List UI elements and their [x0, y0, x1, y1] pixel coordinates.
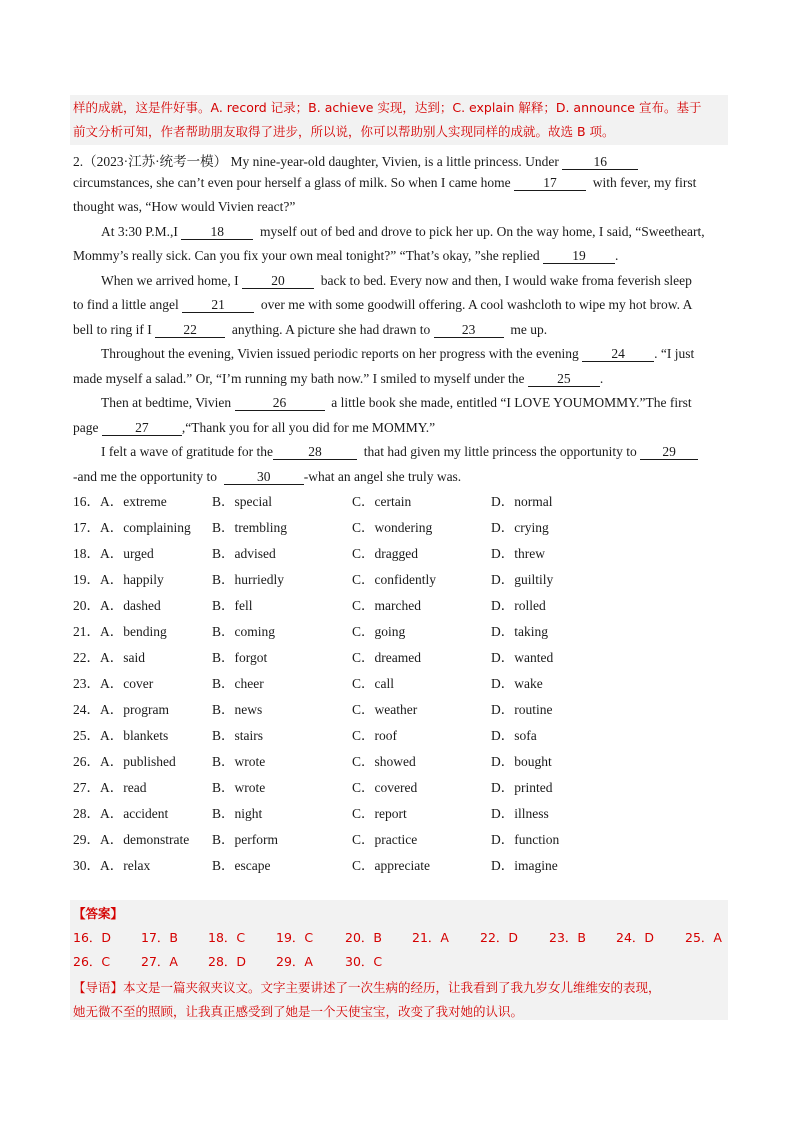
- option-choice: C．marched: [352, 598, 421, 613]
- prev-explanation-line-1: 样的成就，这是件好事。A. record 记录；B. achieve 实现，达到；C. explain 解释；D. announce 宣布。基于: [73, 100, 702, 115]
- answer-row-2: [73, 952, 733, 972]
- option-choice: C．certain: [352, 494, 412, 509]
- passage-line: bell to ring if I 22 anything. A picture she had drawn to 23 me up.: [73, 322, 548, 337]
- passage-line: to find a little angel 21 over me with some goodwill offering. A cool washcloth to wipe my hot brow. A: [73, 297, 693, 312]
- passage-line: page 27 ,“Thank you for all you did for me MOMMY.”: [73, 420, 436, 435]
- passage-line: When we arrived home, I 20 back to bed. Every now and then, I would wake froma feverish sleep: [101, 273, 692, 288]
- blank-27: 27: [102, 420, 182, 436]
- option-choice: 20．A．dashed: [73, 598, 161, 613]
- blank-29: 29: [640, 444, 698, 460]
- answer-box: [70, 900, 728, 1020]
- blank-21: 21: [182, 297, 254, 313]
- passage-line: 2.（2023·江苏·统考一模） My nine-year-old daughter, Vivien, is a little princess. Under 16: [73, 150, 638, 170]
- option-choice: B．forgot: [212, 650, 268, 665]
- option-choice: C．dreamed: [352, 650, 421, 665]
- option-choice: 17．A．complaining: [73, 520, 191, 535]
- option-choice: B．wrote: [212, 754, 266, 769]
- option-choice: B．escape: [212, 858, 271, 873]
- option-choice: 30．A．relax: [73, 858, 151, 873]
- answer-item: 21．A: [412, 930, 449, 945]
- option-choice: 29．A．demonstrate: [73, 832, 190, 847]
- blank-16: 16: [562, 154, 638, 170]
- blank-25: 25: [528, 371, 600, 387]
- passage-line: At 3:30 P.M.,I 18 myself out of bed and drove to pick her up. On the way home, I said, “Sweetheart,: [101, 224, 705, 239]
- blank-20: 20: [242, 273, 314, 289]
- option-choice: C．practice: [352, 832, 418, 847]
- option-choice: D．function: [491, 832, 560, 847]
- option-choice: C．call: [352, 676, 394, 691]
- option-choice: D．illness: [491, 806, 549, 821]
- answer-heading: 【答案】: [73, 906, 124, 921]
- option-choice: 24．A．program: [73, 702, 169, 717]
- option-choice: C．confidently: [352, 572, 436, 587]
- option-choice: B．cheer: [212, 676, 264, 691]
- answer-item: 29．A: [276, 954, 313, 969]
- answer-item: 26．C: [73, 954, 111, 969]
- answer-item: 16．D: [73, 930, 112, 945]
- option-choice: D．threw: [491, 546, 545, 561]
- answer-item: 23．B: [549, 930, 586, 945]
- option-choice: C．covered: [352, 780, 418, 795]
- option-choice: C．report: [352, 806, 407, 821]
- blank-28: 28: [273, 444, 357, 460]
- option-choice: D．rolled: [491, 598, 546, 613]
- option-choice: B．trembling: [212, 520, 287, 535]
- option-choice: B．night: [212, 806, 263, 821]
- option-choice: B．stairs: [212, 728, 264, 743]
- option-choice: 25．A．blankets: [73, 728, 169, 743]
- answer-item: 28．D: [208, 954, 247, 969]
- option-choice: C．weather: [352, 702, 418, 717]
- passage-line: Then at bedtime, Vivien 26 a little book she made, entitled “I LOVE YOUMOMMY.”The first: [101, 395, 692, 410]
- option-choice: D．routine: [491, 702, 553, 717]
- guide-text-line-2: 她无微不至的照顾，让我真正感受到了她是一个天使宝宝，改变了我对她的认识。: [73, 1004, 524, 1019]
- option-choice: B．news: [212, 702, 263, 717]
- passage-line: -and me the opportunity to 30 -what an angel she truly was.: [73, 469, 462, 484]
- blank-30: 30: [224, 469, 304, 485]
- option-choice: B．fell: [212, 598, 253, 613]
- answer-row-1: [73, 928, 733, 948]
- prev-explanation-box: [70, 95, 728, 145]
- option-choice: D．taking: [491, 624, 548, 639]
- option-choice: B．coming: [212, 624, 275, 639]
- option-choice: C．going: [352, 624, 406, 639]
- option-choice: D．guiltily: [491, 572, 554, 587]
- blank-17: 17: [514, 175, 586, 191]
- answer-item: 25．A: [685, 930, 722, 945]
- option-choice: B．special: [212, 494, 272, 509]
- passage-line: Mommy’s really sick. Can you fix your own meal tonight?” “That’s okay, ”she replied 19 .: [73, 248, 619, 263]
- passage-line: made myself a salad.” Or, “I’m running my bath now.” I smiled to myself under the 25 .: [73, 371, 604, 386]
- option-choice: C．roof: [352, 728, 397, 743]
- guide-text-line-1: 【导语】本文是一篇夹叙夹议文。文字主要讲述了一次生病的经历，让我看到了我九岁女儿维维安的表现，: [73, 980, 661, 995]
- option-choice: 21．A．bending: [73, 624, 167, 639]
- answer-item: 24．D: [616, 930, 655, 945]
- option-choice: 16．A．extreme: [73, 494, 167, 509]
- option-choice: D．wanted: [491, 650, 554, 665]
- option-choice: 18．A．urged: [73, 546, 154, 561]
- option-choice: D．wake: [491, 676, 543, 691]
- blank-19: 19: [543, 248, 615, 264]
- blank-22: 22: [155, 322, 225, 338]
- blank-24: 24: [582, 346, 654, 362]
- option-choice: D．imagine: [491, 858, 558, 873]
- answer-item: 22．D: [480, 930, 519, 945]
- option-choice: C．wondering: [352, 520, 433, 535]
- option-choice: 26．A．published: [73, 754, 176, 769]
- option-choice: C．showed: [352, 754, 416, 769]
- blank-26: 26: [235, 395, 325, 411]
- answer-item: 17．B: [141, 930, 178, 945]
- option-choice: D．sofa: [491, 728, 537, 743]
- passage-line: thought was, “How would Vivien react?”: [73, 199, 296, 214]
- blank-23: 23: [434, 322, 504, 338]
- answer-item: 20．B: [345, 930, 382, 945]
- answer-item: 27．A: [141, 954, 178, 969]
- option-choice: B．perform: [212, 832, 278, 847]
- option-choice: C．dragged: [352, 546, 418, 561]
- option-choice: B．hurriedly: [212, 572, 284, 587]
- option-choice: C．appreciate: [352, 858, 430, 873]
- option-choice: 19．A．happily: [73, 572, 164, 587]
- answer-item: 30．C: [345, 954, 383, 969]
- option-choice: 22．A．said: [73, 650, 145, 665]
- option-choice: D．crying: [491, 520, 549, 535]
- prev-explanation-line-2: 前文分析可知，作者帮助朋友取得了进步，所以说，你可以帮助别人实现同样的成就。故选 B 项。: [73, 124, 615, 139]
- option-choice: 28．A．accident: [73, 806, 169, 821]
- blank-18: 18: [181, 224, 253, 240]
- passage-line: Throughout the evening, Vivien issued periodic reports on her progress with the evening 24 . “I just: [101, 346, 695, 361]
- option-choice: B．advised: [212, 546, 276, 561]
- option-choice: D．bought: [491, 754, 552, 769]
- option-choice: D．normal: [491, 494, 553, 509]
- passage-line: I felt a wave of gratitude for the 28 that had given my little princess the opportunity to 29: [101, 444, 698, 460]
- option-choice: D．printed: [491, 780, 553, 795]
- option-choice: 23．A．cover: [73, 676, 154, 691]
- passage-line: circumstances, she can’t even pour herself a glass of milk. So when I came home 17 with fever, my first: [73, 175, 697, 190]
- option-choice: B．wrote: [212, 780, 266, 795]
- option-choice: 27．A．read: [73, 780, 147, 795]
- answer-item: 19．C: [276, 930, 314, 945]
- answer-item: 18．C: [208, 930, 246, 945]
